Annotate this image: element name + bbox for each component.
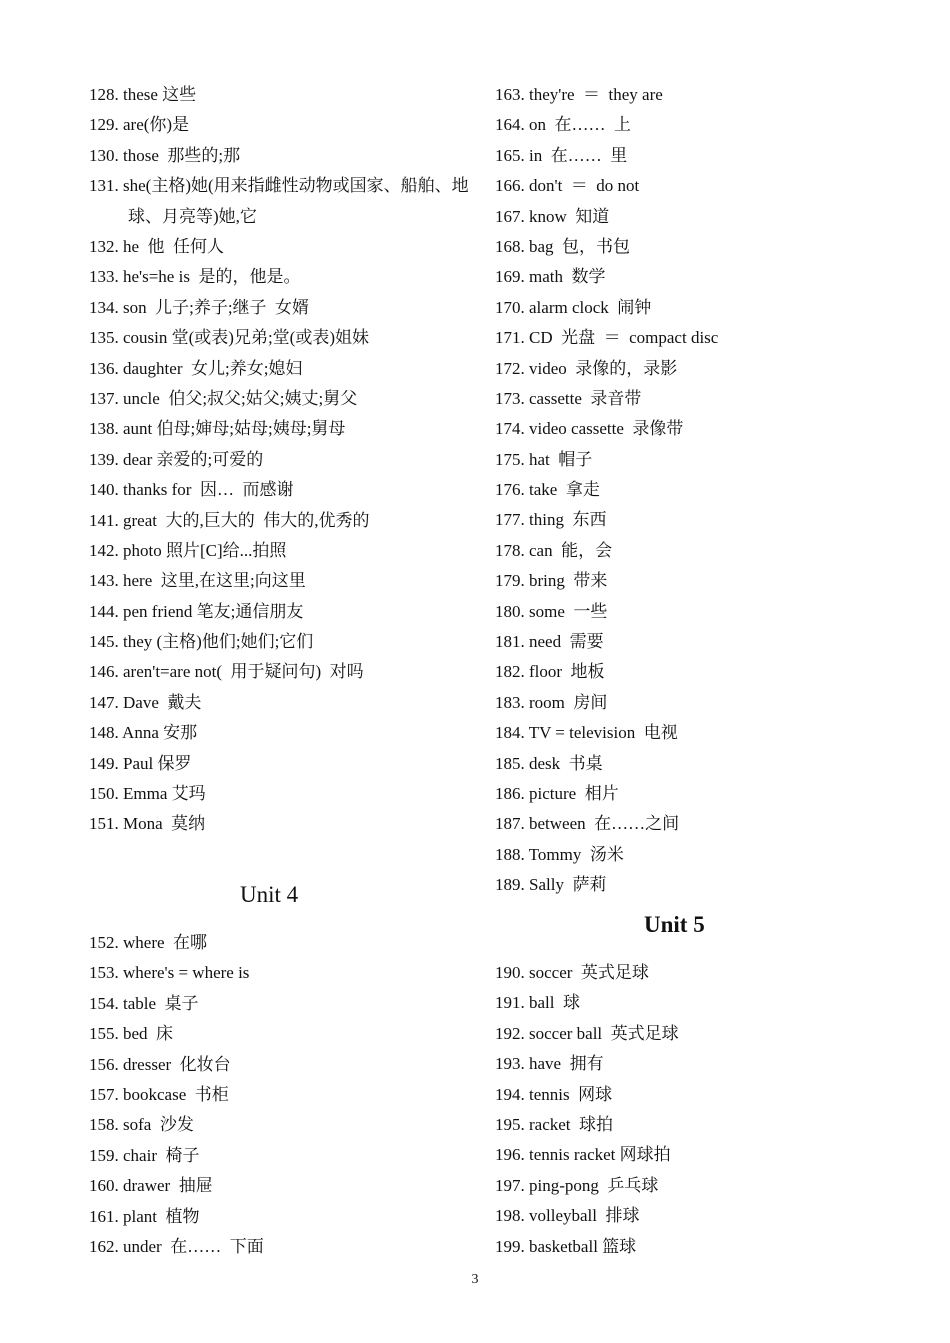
vocab-entry: 160. drawer 抽屉: [89, 1176, 213, 1196]
vocab-entry: 156. dresser 化妆台: [89, 1054, 231, 1074]
vocab-entry: 196. tennis racket 网球拍: [495, 1145, 671, 1165]
vocab-entry: 143. here 这里,在这里;向这里: [89, 571, 306, 591]
vocab-entry: 177. thing 东西: [495, 510, 607, 530]
vocab-entry: 153. where's = where is: [89, 963, 250, 983]
vocab-entry: 139. dear 亲爱的;可爱的: [89, 449, 264, 469]
vocab-entry: 130. those 那些的;那: [89, 145, 241, 165]
vocab-entry: 169. math 数学: [495, 267, 606, 287]
vocab-entry: 181. need 需要: [495, 632, 604, 652]
vocab-entry: 174. video cassette 录像带: [495, 419, 684, 439]
vocab-entry: 163. they're ＝ they are: [495, 85, 663, 104]
vocab-entry: 167. know 知道: [495, 206, 610, 226]
unit-heading: Unit 4: [240, 882, 299, 907]
vocab-entry: 141. great 大的,巨大的 伟大的,优秀的: [89, 510, 370, 530]
vocab-entry: 149. Paul 保罗: [89, 753, 192, 773]
vocab-entry: 128. these 这些: [89, 85, 197, 104]
vocab-entry: 199. basketball 篮球: [495, 1236, 637, 1256]
vocab-entry: 190. soccer 英式足球: [495, 963, 649, 982]
vocab-entry: 152. where 在哪: [89, 933, 208, 952]
vocab-entry: 195. racket 球拍: [495, 1114, 614, 1134]
vocab-entry: 148. Anna 安那: [89, 723, 198, 743]
vocab-entry: 146. aren't=are not( 用于疑问句) 对吗: [89, 662, 364, 682]
vocab-entry: 171. CD 光盘 ＝ compact disc: [495, 328, 719, 348]
vocab-entry: 191. ball 球: [495, 993, 580, 1013]
vocab-entry: 136. daughter 女儿;养女;媳妇: [89, 358, 303, 378]
vocab-entry: 145. they (主格)他们;她们;它们: [89, 632, 314, 652]
vocab-entry: 179. bring 带来: [495, 571, 608, 591]
vocab-entry: 161. plant 植物: [89, 1206, 200, 1226]
vocab-entry: 194. tennis 网球: [495, 1084, 613, 1104]
vocab-entry: 176. take 拿走: [495, 480, 600, 500]
vocab-entry: 192. soccer ball 英式足球: [495, 1023, 679, 1043]
unit-heading: Unit 5: [644, 912, 705, 937]
right-column-block-2: [495, 958, 875, 1262]
vocab-entry: 185. desk 书桌: [495, 753, 603, 773]
left-column-block-1: [89, 80, 469, 840]
vocab-entry: 133. he's=he is 是的，他是。: [89, 267, 301, 287]
vocab-entry: 157. bookcase 书柜: [89, 1084, 229, 1104]
vocab-entry: 172. video 录像的，录影: [495, 358, 678, 378]
vocab-entry: 155. bed 床: [89, 1024, 174, 1044]
vocab-entry: 180. some 一些: [495, 601, 608, 621]
right-column-block-1: [495, 80, 875, 901]
vocab-entry: 187. between 在……之间: [495, 814, 680, 834]
vocab-entry: 132. he 他 任何人: [89, 236, 225, 256]
vocab-entry: 140. thanks for 因… 而感谢: [89, 480, 294, 500]
vocab-entry: 131. she(主格)她(用来指雌性动物或国家、船舶、地球、月亮等)她,它: [89, 176, 469, 226]
vocab-entry: 178. can 能，会: [495, 540, 613, 560]
vocab-entry: 159. chair 椅子: [89, 1145, 200, 1165]
vocab-entry: 158. sofa 沙发: [89, 1115, 194, 1135]
vocab-entry: 182. floor 地板: [495, 662, 605, 682]
page-number: 3: [471, 1272, 479, 1287]
vocab-entry: 150. Emma 艾玛: [89, 784, 206, 804]
vocab-entry: 198. volleyball 排球: [495, 1206, 640, 1226]
vocab-entry: 186. picture 相片: [495, 783, 619, 803]
vocab-entry: 154. table 桌子: [89, 993, 199, 1013]
vocab-entry: 151. Mona 莫纳: [89, 814, 206, 834]
vocab-entry: 193. have 拥有: [495, 1054, 604, 1074]
vocab-entry: 142. photo 照片[C]给...拍照: [89, 540, 287, 560]
vocab-entry: 168. bag 包，书包: [495, 236, 631, 256]
vocab-entry: 166. don't ＝ do not: [495, 176, 640, 196]
left-column-block-2: [89, 928, 469, 1262]
vocab-entry: 138. aunt 伯母;婶母;姑母;姨母;舅母: [89, 419, 346, 439]
vocab-entry: 162. under 在…… 下面: [89, 1236, 264, 1256]
vocab-entry: 183. room 房间: [495, 692, 608, 712]
vocab-entry: 175. hat 帽子: [495, 449, 593, 469]
vocab-entry: 189. Sally 萨莉: [495, 875, 607, 895]
vocab-entry: 147. Dave 戴夫: [89, 692, 202, 712]
vocab-entry: 164. on 在…… 上: [495, 115, 631, 135]
vocab-entry: 188. Tommy 汤米: [495, 844, 624, 864]
vocab-entry: 170. alarm clock 闹钟: [495, 297, 652, 317]
vocab-entry: 134. son 儿子;养子;继子 女婿: [89, 297, 310, 317]
vocab-entry: 129. are(你)是: [89, 115, 190, 135]
vocab-entry: 135. cousin 堂(或表)兄弟;堂(或表)姐妹: [89, 328, 370, 348]
vocab-entry: 165. in 在…… 里: [495, 145, 628, 165]
vocab-entry: 173. cassette 录音带: [495, 388, 642, 408]
vocab-entry: 184. TV = television 电视: [495, 723, 678, 743]
vocab-entry: 197. ping-pong 乒乓球: [495, 1175, 659, 1195]
vocab-entry: 144. pen friend 笔友;通信朋友: [89, 601, 304, 621]
vocab-entry: 137. uncle 伯父;叔父;姑父;姨丈;舅父: [89, 388, 358, 408]
